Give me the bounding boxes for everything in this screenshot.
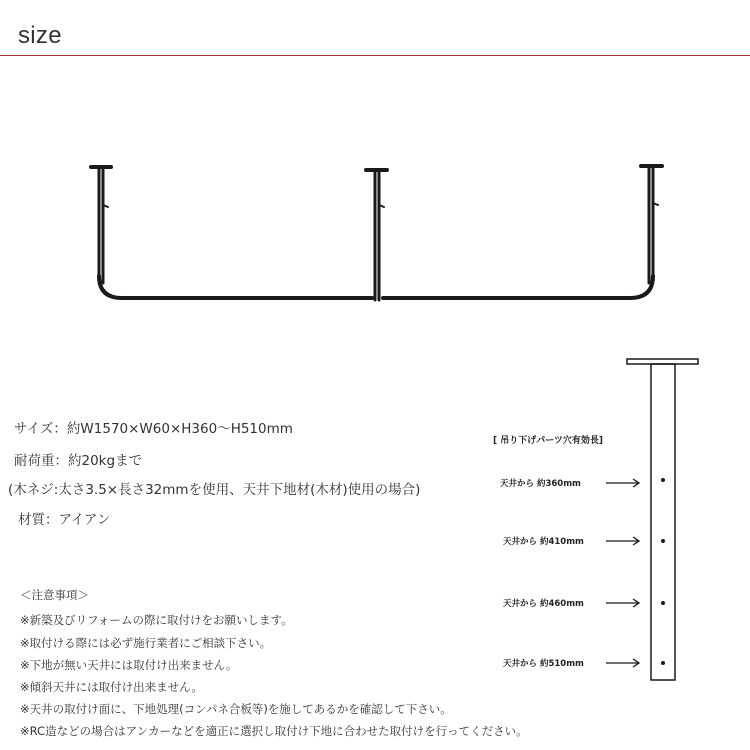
note-item: ※下地が無い天井には取付け出来ません。 (20, 658, 238, 672)
rail-left (99, 276, 372, 298)
spec-load-note: (木ネジ:太さ3.5×長さ32mmを使用、天井下地材(木材)使用の場合) (8, 482, 421, 498)
note-item: ※取付ける際には必ず施行業者にご相談下さい。 (20, 636, 272, 650)
notes-title: ＜注意事項＞ (20, 588, 89, 602)
rail-right (383, 276, 653, 298)
diagram-title: [ 吊り下げパーツ穴有効長] (493, 436, 604, 446)
spec-load: 耐荷重：約20kgまで (14, 453, 143, 469)
hole-3 (661, 601, 665, 605)
note-item: ※天井の取付け面に、下地処理(コンパネ合板等)を施してあるかを確認して下さい。 (20, 702, 452, 716)
spec-material: 材質：アイアン (18, 512, 111, 528)
diagram-label-460: 天井から 約460mm (503, 599, 584, 609)
section-heading: size (18, 22, 62, 49)
hole-diagram (606, 359, 698, 680)
hole-2 (661, 539, 665, 543)
diagram-label-360: 天井から 約360mm (500, 479, 581, 489)
hole-1 (661, 478, 665, 482)
note-item: ※新築及びリフォームの際に取付けをお願いします。 (20, 613, 293, 627)
note-item: ※傾斜天井には取付け出来ません。 (20, 680, 203, 694)
diagram-pole (651, 364, 675, 680)
diagram-label-410: 天井から 約410mm (503, 537, 584, 547)
spec-size: サイズ：約W1570×W60×H360～H510mm (14, 421, 293, 437)
diagram-label-510: 天井から 約510mm (503, 659, 584, 669)
hole-4 (661, 661, 665, 665)
note-item: ※RC造などの場合はアンカーなどを適正に選択し取付け下地に合わせた取付けを行ってください。 (20, 724, 528, 738)
